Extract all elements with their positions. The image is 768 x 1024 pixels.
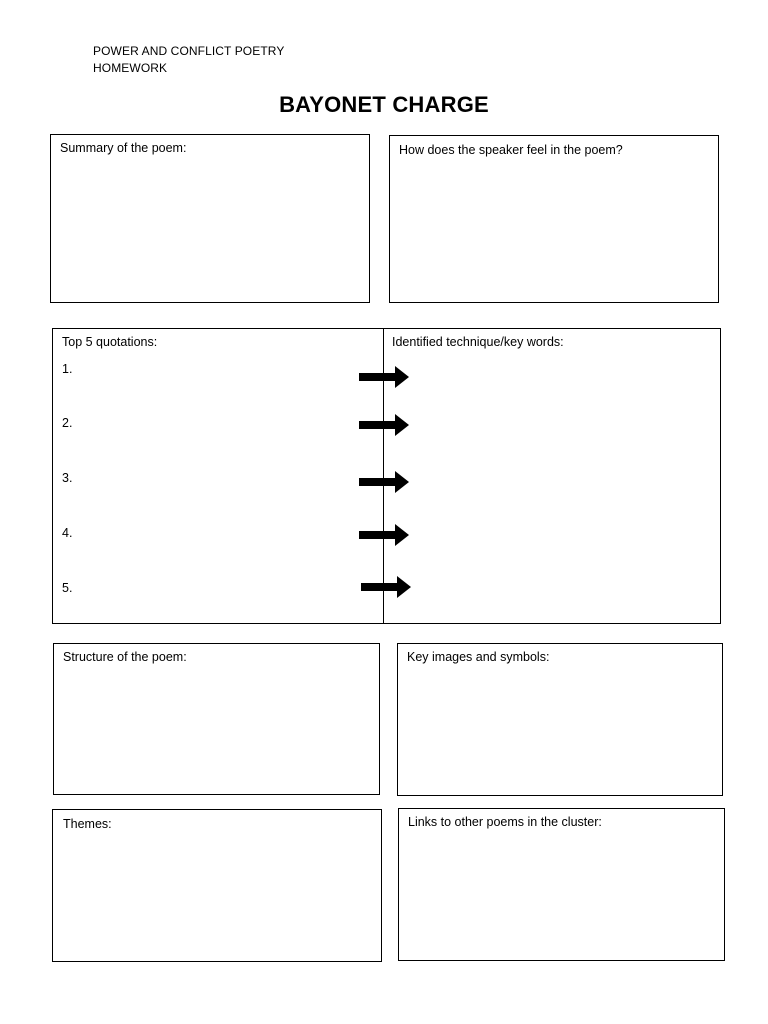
arrow-right-icon (361, 576, 411, 598)
speaker-feel-box[interactable] (389, 135, 719, 303)
links-box[interactable] (398, 808, 725, 961)
quotations-label: Top 5 quotations: (62, 335, 158, 349)
arrow-right-icon (359, 471, 409, 493)
key-images-label: Key images and symbols: (407, 650, 550, 664)
key-images-box[interactable] (397, 643, 723, 796)
techniques-label: Identified technique/key words: (392, 335, 564, 349)
themes-label: Themes: (63, 817, 112, 831)
quotation-number-1: 1. (62, 362, 73, 376)
summary-box[interactable] (50, 134, 370, 303)
structure-label: Structure of the poem: (63, 650, 187, 664)
speaker-feel-label: How does the speaker feel in the poem? (399, 143, 623, 157)
arrow-right-icon (359, 414, 409, 436)
header-homework-label: HOMEWORK (93, 61, 168, 75)
quotation-number-3: 3. (62, 471, 73, 485)
quotation-number-2: 2. (62, 416, 73, 430)
structure-box[interactable] (53, 643, 380, 795)
themes-box[interactable] (52, 809, 382, 962)
quotation-number-5: 5. (62, 581, 73, 595)
page-title: BAYONET CHARGE (279, 92, 489, 117)
quotation-number-4: 4. (62, 526, 73, 540)
links-label: Links to other poems in the cluster: (408, 815, 602, 829)
arrow-right-icon (359, 366, 409, 388)
header-course-title: POWER AND CONFLICT POETRY (93, 44, 285, 58)
quotations-table (52, 328, 721, 624)
arrow-right-icon (359, 524, 409, 546)
summary-label: Summary of the poem: (60, 141, 187, 155)
